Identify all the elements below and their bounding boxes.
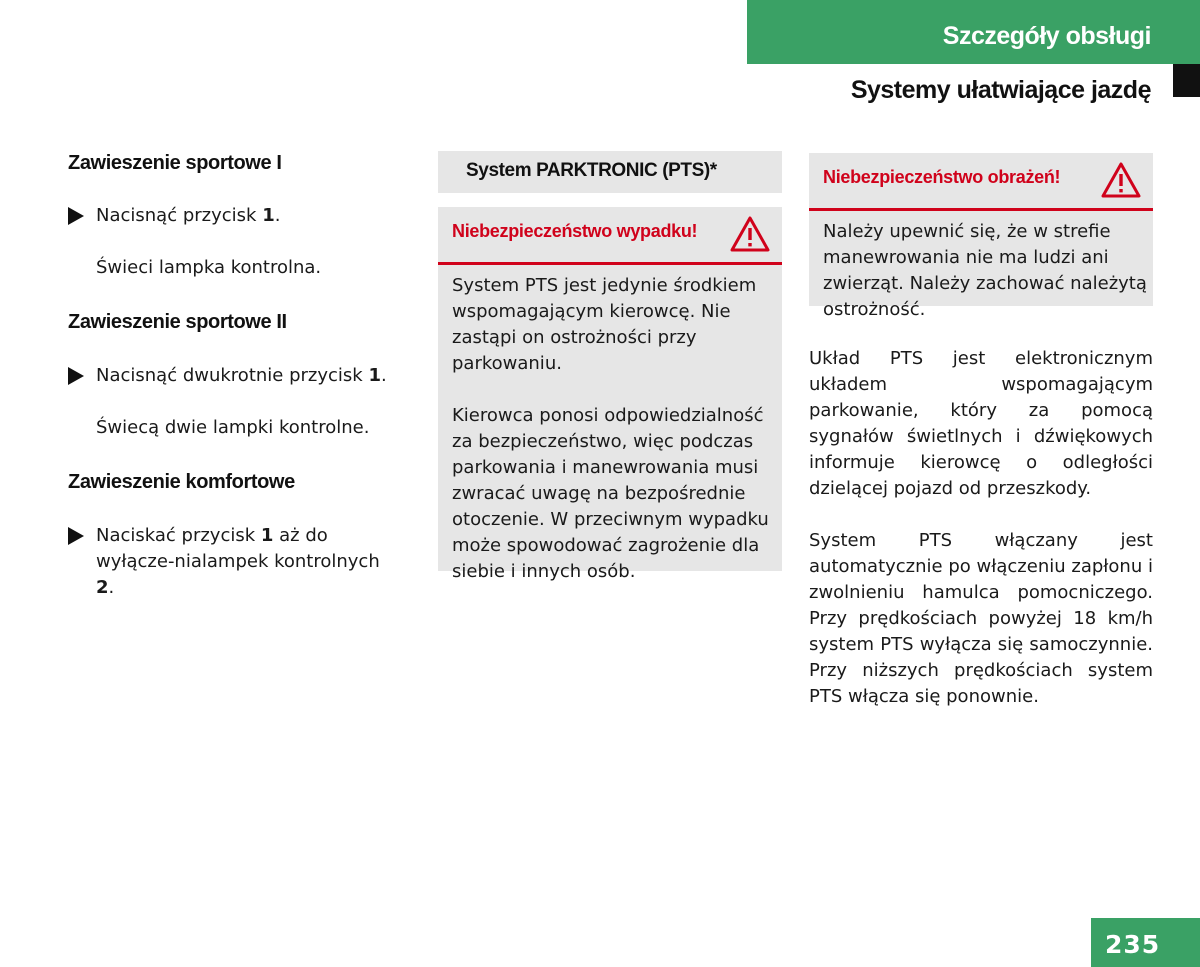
page-subtitle: Systemy ułatwiające jazdę [850, 76, 1151, 104]
section-title: Szczegóły obsługi [942, 22, 1151, 50]
warning-header [438, 207, 782, 265]
step-comfort [68, 523, 408, 601]
warning-triangle-icon [730, 215, 770, 253]
warning-header [809, 153, 1153, 211]
warning-body [438, 265, 782, 597]
heading-sport-2: Zawieszenie sportowe II [68, 311, 287, 333]
warning-body [809, 211, 1153, 335]
step-arrow-icon [68, 527, 84, 545]
suspension-column [68, 150, 408, 601]
pts-box-title [438, 151, 782, 193]
step-text: Naciskać przycisk 1 aż do wyłącze-nialampek kontrolnych 2. [96, 525, 380, 598]
accident-warning-box [438, 207, 782, 582]
step-sport-1 [68, 203, 408, 229]
pts-description-column [809, 346, 1153, 710]
warning-label: Niebezpieczeństwo wypadku! [452, 221, 698, 241]
thumb-tab-marker [1173, 64, 1200, 97]
pts-para-1: Układ PTS jest elektronicznym układem wspomagającym parkowanie, który za pomocą sygnałów świetlnych i dźwiękowych informuje kierowcę o odległości dzielącej pojazd od przeszkody. [809, 348, 1153, 499]
result-sport-2: Świecą dwie lampki kontrolne. [96, 417, 370, 438]
step-text: Nacisnąć przycisk 1. [96, 205, 281, 226]
step-text: Nacisnąć dwukrotnie przycisk 1. [96, 365, 387, 386]
page-number-box [1091, 918, 1200, 967]
warning-triangle-icon [1101, 161, 1141, 199]
section-header-band [747, 0, 1200, 64]
step-sport-2 [68, 363, 408, 389]
warning-para-1: System PTS jest jedynie środkiem wspomagającym kierowcę. Nie zastąpi on ostrożności przy parkowaniu. [452, 275, 757, 374]
injury-warning-box [809, 153, 1153, 320]
warning-para-2: Kierowca ponosi odpowiedzialność za bezpieczeństwo, więc podczas parkowania i manewrowania musi zwracać uwagę na bezpośrednie otoczenie. W przeciwnym wypadku może spowodować zagrożenie dla siebie i innych osób. [452, 405, 769, 582]
pts-para-2: System PTS włączany jest automatycznie po włączeniu zapłonu i zwolnieniu hamulca pomocniczego. Przy prędkościach powyżej 18 km/h system PTS wyłącza się samoczynnie. Przy niższych prędkościach system PTS włącza się ponownie. [809, 530, 1153, 707]
page-number: 235 [1105, 930, 1161, 959]
result-sport-1: Świeci lampka kontrolna. [96, 257, 322, 278]
pts-title: System PARKTRONIC (PTS)* [466, 160, 717, 181]
heading-sport-1: Zawieszenie sportowe I [68, 152, 282, 174]
step-arrow-icon [68, 207, 84, 225]
warning-label: Niebezpieczeństwo obrażeń! [823, 167, 1061, 187]
step-arrow-icon [68, 367, 84, 385]
warning-text: Należy upewnić się, że w strefie manewrowania nie ma ludzi ani zwierząt. Należy zachować należytą ostrożność. [823, 221, 1147, 320]
heading-comfort: Zawieszenie komfortowe [68, 471, 295, 493]
